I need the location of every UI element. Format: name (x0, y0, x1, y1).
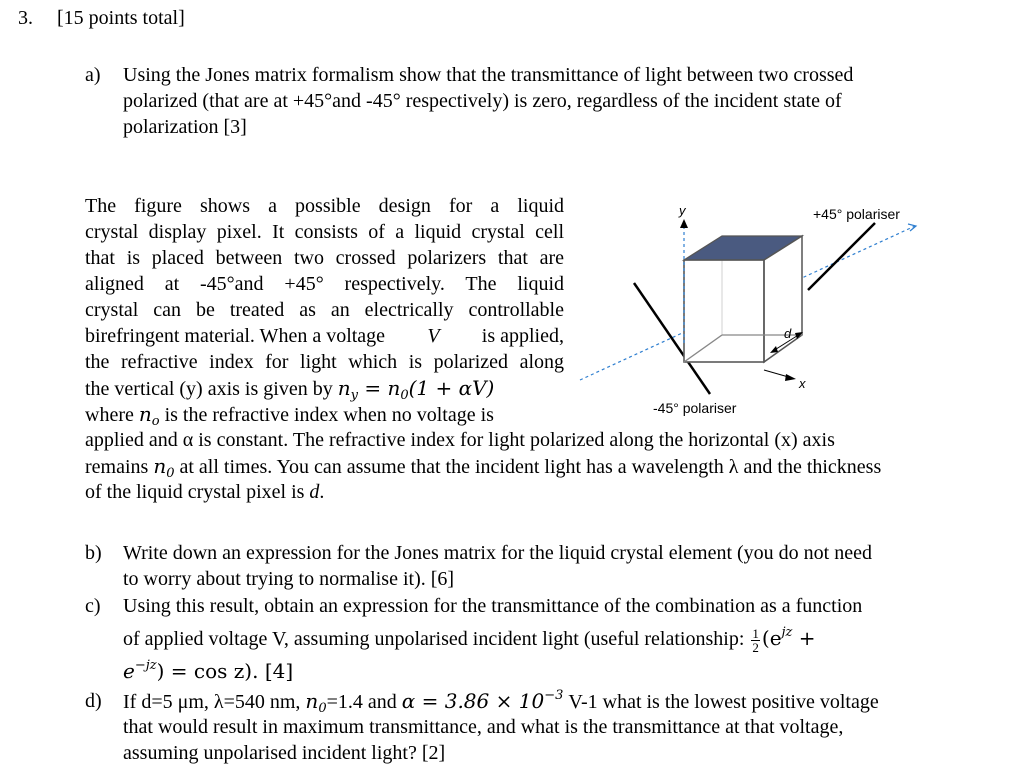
sup-minus-jz: −jz (134, 658, 157, 673)
intro-line-4: aligned at -45°and +45° respectively. The liquid (85, 273, 564, 295)
fraction-numerator: 1 (752, 625, 759, 641)
intro-line-8a: the vertical (y) axis is given by (85, 378, 333, 400)
sub-y: y (350, 388, 358, 403)
part-d-label: d) (85, 690, 102, 712)
voltage-symbol: V (427, 325, 440, 347)
sub-0: 0 (400, 388, 409, 403)
ny-equation (337, 376, 495, 403)
exp-e: e (123, 659, 135, 683)
part-d-line-1c: V-1 what is the lowest positive voltage (568, 691, 879, 713)
part-c-line-3 (123, 658, 293, 685)
intro-line-8 (85, 375, 494, 402)
part-b-line-1: Write down an expression for the Jones matrix for the liquid crystal element (you do not need (123, 542, 872, 564)
part-d-line-1 (123, 688, 879, 715)
x-axis-arrow (785, 374, 796, 381)
part-b-label: b) (85, 542, 102, 564)
plus-sign: + (798, 626, 816, 650)
sub-o: o (151, 414, 160, 429)
part-a-line-3: polarization [3] (123, 116, 247, 138)
intro-line-10: applied and α is constant. The refractive index for light polarized along the horizontal (x) axis (85, 429, 835, 451)
intro-line-12 (85, 479, 324, 505)
intro-line-11 (85, 453, 881, 480)
intro-line-12a: of the liquid crystal pixel is (85, 481, 305, 503)
plus45-polariser-line (808, 223, 875, 290)
n-symbol: n (337, 376, 351, 400)
one-half-fraction (751, 627, 760, 654)
alpha-value (402, 689, 564, 713)
question-points: [15 points total] (57, 7, 185, 29)
intro-line-2: crystal display pixel. It consists of a liquid crystal cell (85, 221, 564, 243)
part-d-line-1b: =1.4 and (326, 691, 397, 713)
intro-line-11a: remains (85, 456, 149, 478)
part-c-line-2-text: of applied voltage V, assuming unpolarised incident light (useful relationship: (123, 628, 745, 650)
intro-line-6 (85, 323, 564, 349)
liquid-crystal-cell (684, 236, 802, 362)
lcd-pixel-figure (570, 198, 940, 423)
intro-line-9a: where (85, 404, 134, 426)
part-a-line-2: polarized (that are at +45°and -45° respectively) is zero, regardless of the incident state of (123, 90, 842, 112)
part-d-line-3: assuming unpolarised incident light? [2] (123, 742, 446, 764)
part-d-line-1a: If d=5 μm, λ=540 nm, (123, 691, 301, 713)
no-symbol-2 (153, 454, 175, 481)
intro-line-6b: is applied, (481, 325, 564, 347)
part-c-label: c) (85, 595, 101, 617)
intro-line-9 (85, 401, 494, 428)
intro-line-11b: at all times. You can assume that the incident light has a wavelength λ and the thickness (179, 456, 882, 478)
y-axis-label: y (679, 203, 686, 218)
no-symbol-3 (305, 689, 327, 716)
fraction-denominator: 2 (752, 639, 759, 655)
exp-sum-start (762, 626, 816, 650)
n-symbol-2: n (138, 402, 152, 426)
part-a-line-1: Using the Jones matrix formalism show that the transmittance of light between two crossed (123, 64, 854, 86)
exp-open: (e (761, 626, 782, 650)
cell-back-face (684, 260, 764, 362)
no-symbol (138, 402, 160, 429)
intro-line-5: crystal can be treated as an electrically controllable (85, 299, 564, 321)
x-axis-label: x (799, 376, 806, 391)
equals-n: = n (364, 376, 401, 400)
propagation-arrowhead (908, 224, 916, 231)
intro-line-3: that is placed between two crossed polarizers that are (85, 247, 564, 269)
sub-0-2: 0 (166, 466, 175, 481)
n-symbol-3: n (153, 454, 167, 478)
alpha-expr: α = 3.86 × 10 (401, 689, 545, 713)
intro-line-9b: is the refractive index when no voltage is (164, 404, 494, 426)
intro-line-6a: birefringent material. When a voltage (85, 325, 386, 347)
part-c-line-1: Using this result, obtain an expression for the transmittance of the combination as a function (123, 595, 863, 617)
intro-line-12b: . (319, 481, 325, 503)
part-b-line-2: to worry about trying to normalise it). [6] (123, 568, 455, 590)
question-number: 3. (18, 7, 33, 29)
plus45-polariser-label: +45° polariser (813, 206, 900, 222)
n-symbol-4: n (305, 689, 319, 713)
y-axis-arrow (680, 219, 688, 228)
part-d-line-2: that would result in maximum transmittance, and what is the transmittance at that voltage, (123, 716, 844, 738)
minus45-polariser-label: -45° polariser (653, 400, 737, 416)
sub-0-3: 0 (318, 701, 327, 716)
intro-line-7: the refractive index for light which is polarized along (85, 351, 564, 373)
thickness-symbol: d (309, 481, 320, 503)
exp-close: ) = cos z). [4] (156, 659, 294, 683)
part-c-line-2 (123, 625, 816, 654)
eq-tail: (1 + αV) (408, 376, 495, 400)
sup-jz: jz (781, 625, 793, 640)
part-a-label: a) (85, 64, 101, 86)
thickness-label: d (784, 326, 792, 341)
intro-line-1: The figure shows a possible design for a liquid (85, 195, 564, 217)
alpha-exponent: −3 (544, 688, 564, 703)
